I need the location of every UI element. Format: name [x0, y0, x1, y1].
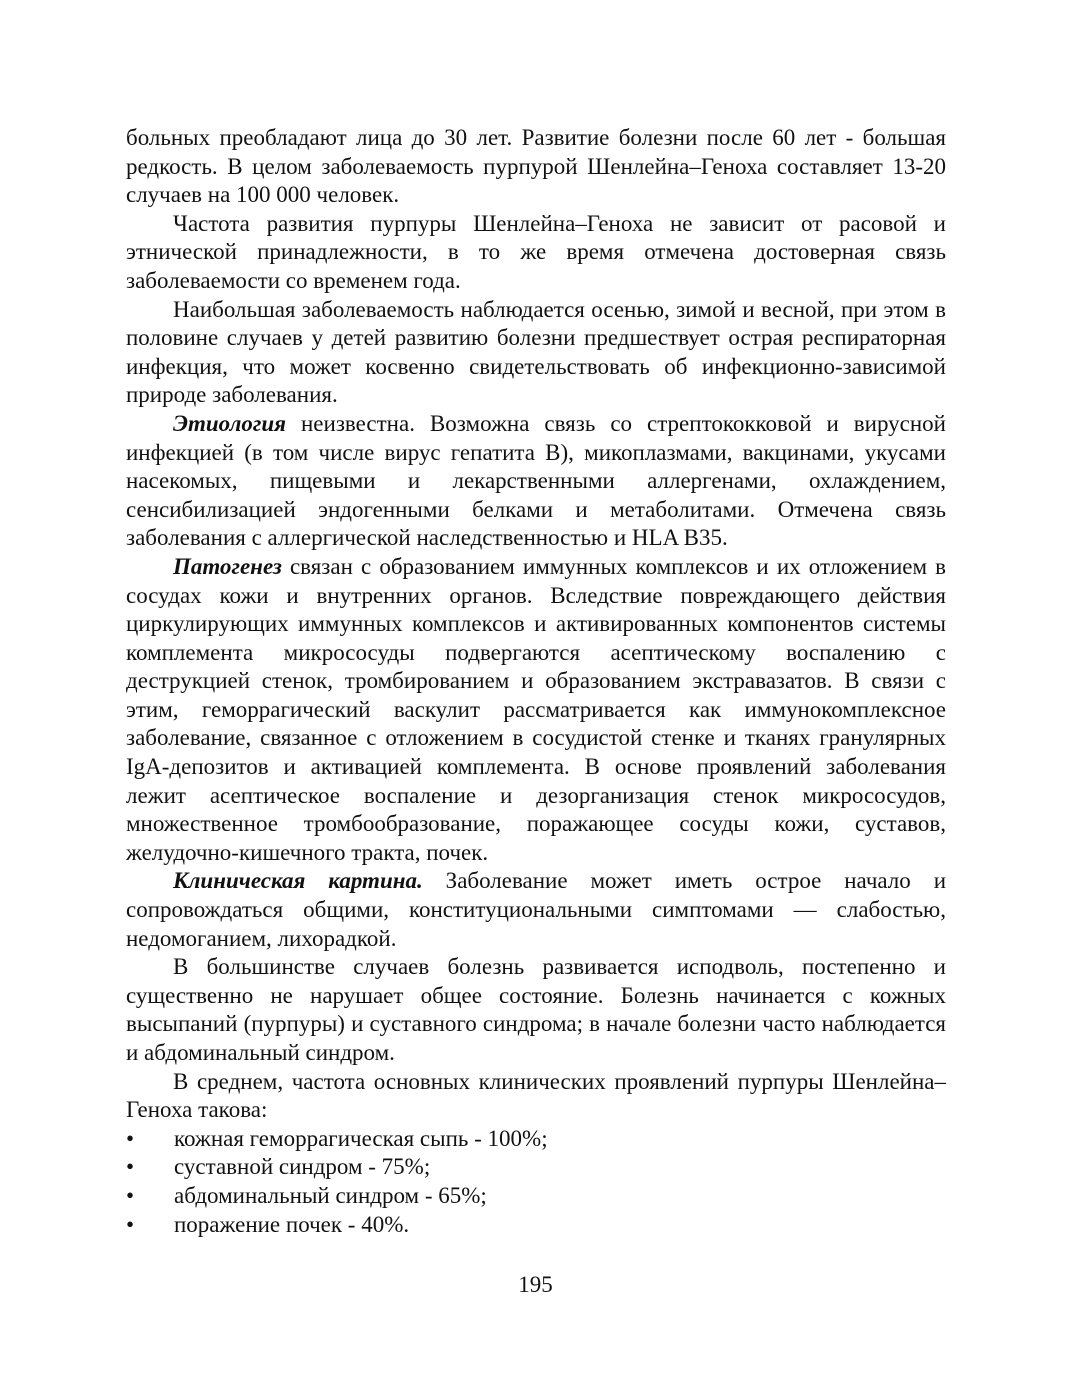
paragraph-etiology [126, 410, 946, 553]
list-item [126, 1182, 946, 1211]
bullet-icon: • [126, 1154, 135, 1180]
list-item-text: кожная геморрагическая сыпь - 100%; [174, 1125, 548, 1151]
bullet-icon: • [126, 1182, 135, 1208]
paragraph-text: В среднем, частота основных клинических проявлений пурпуры Шенлейна–Геноха такова: [126, 1068, 946, 1123]
paragraph-onset [126, 953, 946, 1067]
term-pathogenesis: Патогенез [173, 553, 282, 579]
term-clinical-picture: Клиническая картина. [173, 868, 423, 894]
list-item-text: поражение почек - 40%. [174, 1211, 410, 1237]
list-item [126, 1125, 946, 1154]
list-item [126, 1211, 946, 1240]
page-number: 195 [518, 1272, 553, 1297]
paragraph-frequency-intro [126, 1068, 946, 1125]
list-item-text: абдоминальный синдром - 65%; [174, 1182, 487, 1208]
paragraph-text: больных преобладают лица до 30 лет. Развитие болезни после 60 лет - большая редкость. В целом заболеваемость пурпурой Шенлейна–Геноха составляет 13-20 случаев на 100 000 человек. [126, 125, 946, 208]
bullet-icon: • [126, 1211, 135, 1237]
paragraph-text: Частота развития пурпуры Шенлейна–Геноха не зависит от расовой и этнической принадлежности, в то же время отмечена достоверная связь заболеваемости со временем года. [126, 210, 946, 293]
paragraph-text: связан с образованием иммунных комплексов и их отложением в сосудах кожи и внутренних органов. Вследствие повреждающего действия циркулирующих иммунных комплексов и активированных компонентов системы комплемента микрососуды подвергаются асептическому воспалению с деструкцией стенок, тромбированием и образованием экстравазатов. В связи с этим, геморрагический васкулит рассматривается как иммунокомплексное заболевание, связанное с отложением в сосудистой стенке и тканях гранулярных IgA-депозитов и активацией комплемента. В основе проявлений заболевания лежит асептическое воспаление и дезорганизация стенок микрососудов, множественное тромбообразование, поражающее сосуды кожи, суставов, желудочно-кишечного тракта, почек. [126, 553, 946, 865]
paragraph-text: Наибольшая заболеваемость наблюдается осенью, зимой и весной, при этом в половине случаев у детей развитию болезни предшествует острая респираторная инфекция, что может косвенно свидетельствовать об инфекционно-зависимой природе заболевания. [126, 296, 946, 408]
paragraph-text: Заболевание может иметь острое начало и сопровождаться общими, конституциональными симптомами — слабостью, недомоганием, лихорадкой. [126, 868, 947, 951]
term-etiology: Этиология [173, 410, 287, 436]
list-item [126, 1153, 946, 1182]
paragraph-text: неизвестна. Возможна связь со стрептококковой и вирусной инфекцией (в том числе вирус гепатита В), микоплазмами, вакцинами, укусами насекомых, пищевыми и лекарственными аллергенами, охлаждением, сенсибилизацией эндогенными белками и метаболитами. Отмечена связь заболевания с аллергической наследственностью и HLA B35. [126, 410, 946, 551]
bullet-icon: • [126, 1125, 135, 1151]
frequency-list [126, 1125, 946, 1239]
paragraph-pathogenesis [126, 553, 946, 868]
paragraph-incidence [126, 124, 946, 210]
paragraph-clinical-picture [126, 867, 946, 953]
paragraph-season [126, 296, 946, 410]
list-item-text: суставной синдром - 75%; [174, 1154, 431, 1180]
body-text [126, 124, 946, 1239]
paragraph-text: В большинстве случаев болезнь развивается исподволь, постепенно и существенно не нарушает общее состояние. Болезнь начинается с кожных высыпаний (пурпуры) и суставного синдрома; в начале болезни часто наблюдается и абдоминальный синдром. [126, 954, 946, 1065]
paragraph-race [126, 210, 946, 296]
